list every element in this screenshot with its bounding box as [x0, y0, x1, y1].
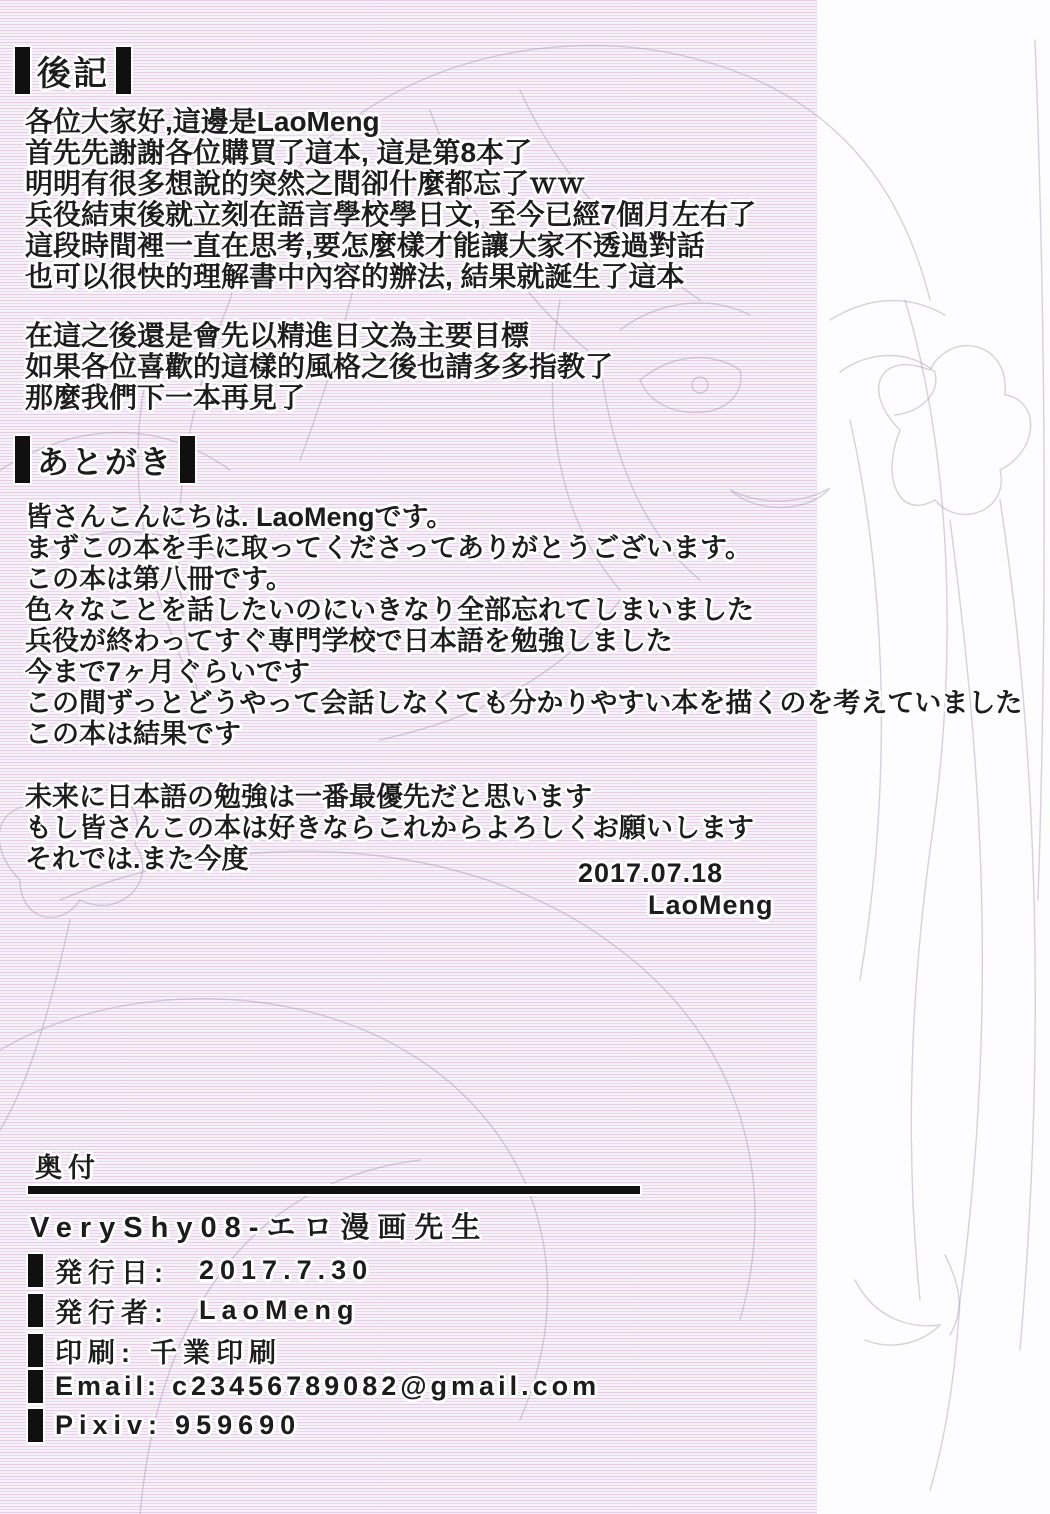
- page-right-margin: [817, 0, 1050, 1514]
- colophon-row-publisher: [28, 1291, 360, 1330]
- cn-afterword-header: [15, 46, 131, 95]
- text-line: 兵役が終わってすぐ専門学校で日本語を勉強しました: [25, 626, 673, 656]
- row-bar-icon: [28, 1294, 43, 1327]
- signature-date: 2017.07.18: [578, 858, 724, 888]
- text-line: 這段時間裡一直在思考,要怎麼樣才能讓大家不透過對話: [25, 230, 705, 261]
- text-line: 色々なことを話したいのにいきなり全部忘れてしまいました: [25, 595, 754, 625]
- text-line: まずこの本を手に取ってくださってありがとうございます。: [25, 533, 752, 563]
- colophon-label: 発行日:: [55, 1258, 169, 1288]
- colophon-value: 千業印刷: [150, 1338, 282, 1368]
- colophon-row-email: [28, 1370, 600, 1403]
- colophon-row-printer: [28, 1331, 282, 1370]
- colophon-value: 2017.7.30: [199, 1255, 374, 1285]
- row-bar-icon: [28, 1334, 43, 1367]
- colophon-value: LaoMeng: [199, 1295, 360, 1325]
- colophon-value: 959690: [175, 1410, 302, 1440]
- colophon-row-pixiv: [28, 1409, 301, 1442]
- text-line: この間ずっとどうやって会話しなくても分かりやすい本を描くのを考えていました: [25, 688, 1023, 718]
- row-bar-icon: [28, 1370, 43, 1403]
- colophon-title: 奥付: [35, 1153, 101, 1183]
- text-line: 今まで7ヶ月ぐらいです: [25, 657, 311, 687]
- text-line: 如果各位喜歡的這樣的風格之後也請多多指教了: [25, 351, 614, 382]
- colophon-row-publish-date: [28, 1251, 373, 1290]
- text-line: それでは.また今度: [25, 844, 249, 874]
- text-line: 首先先謝謝各位購買了這本, 這是第8本了: [25, 137, 533, 168]
- cn-afterword-title: 後記: [37, 55, 109, 93]
- text-line: 皆さんこんにちは. LaoMengです。: [25, 502, 454, 532]
- header-bar-icon: [180, 436, 195, 483]
- header-bar-icon: [15, 47, 30, 94]
- jp-paragraph-1: [25, 502, 1022, 750]
- colophon-book-title: VeryShy08-エロ漫画先生: [30, 1212, 489, 1244]
- text-line: この本は結果です: [25, 719, 241, 749]
- text-line: 未来に日本語の勉強は一番最優先だと思います: [25, 782, 592, 812]
- text-line: 各位大家好,這邊是LaoMeng: [25, 106, 380, 137]
- jp-afterword-header: [15, 436, 195, 483]
- colophon-label: Pixiv:: [55, 1410, 164, 1440]
- text-line: 在這之後還是會先以精進日文為主要目標: [25, 320, 530, 351]
- cn-paragraph-2: [25, 320, 613, 413]
- text-line: 明明有很多想說的突然之間卻什麼都忘了ｗｗ: [25, 168, 586, 199]
- text-line: もし皆さんこの本は好きならこれからよろしくお願いします: [25, 813, 754, 843]
- row-bar-icon: [28, 1409, 43, 1442]
- text-line: この本は第八冊です。: [25, 564, 293, 594]
- header-bar-icon: [15, 436, 30, 483]
- cn-paragraph-1: [25, 106, 756, 292]
- signature-name: LaoMeng: [648, 890, 774, 920]
- colophon-label: 発行者:: [55, 1298, 169, 1328]
- text-line: 也可以很快的理解書中內容的辦法, 結果就誕生了這本: [25, 261, 685, 292]
- text-line: 那麼我們下一本再見了: [25, 382, 306, 413]
- text-line: 兵役結束後就立刻在語言學校學日文, 至今已經7個月左右了: [25, 199, 757, 230]
- row-bar-icon: [28, 1254, 43, 1287]
- colophon-value: c23456789082@gmail.com: [172, 1371, 601, 1401]
- colophon-label: 印刷:: [55, 1338, 136, 1368]
- colophon-divider: [28, 1186, 640, 1194]
- jp-afterword-title: あとがき: [37, 443, 174, 480]
- colophon-label: Email:: [55, 1371, 161, 1401]
- header-bar-icon: [116, 47, 131, 94]
